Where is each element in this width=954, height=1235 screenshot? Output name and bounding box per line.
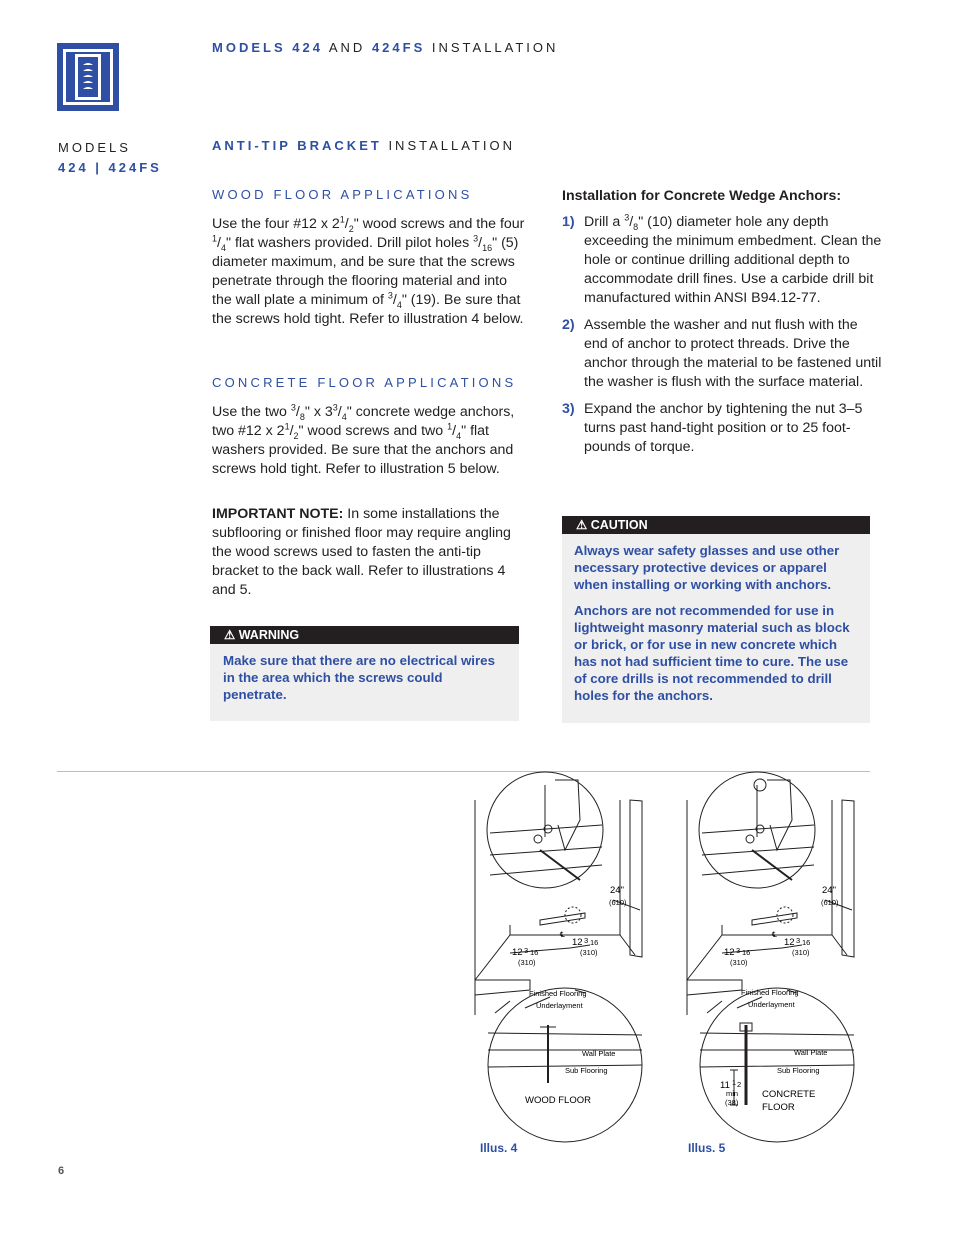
section-title	[212, 138, 515, 153]
wood-paragraph: Use the four #12 x $2^1/_2$" wood screws and the four $^1/_4$" flat washers provided. Drill pilot holes $^3/_{16}$" (5) diameter maximum, and be sure that the screws penetrate through the flooring material and into the wall plate a minimum of $^3/_4$" (19). Be sure that the screws hold tight. Refer to illustration 4 below.	[212, 214, 525, 327]
label-underlayment: Underlayment	[748, 1000, 795, 1009]
list-item: 2) Assemble the washer and nut flush with the end of anchor to protect threads. Drive the anchor through the material to be fastened until the washer is flush with the surface material.	[562, 317, 882, 390]
list-item: 1) Drill a $^3/_8$" (10) diameter hole any depth exceeding the minimum embedment. Clean the hole or continue drilling additional depth to accommodate drill fines. Use a carbide drill bit manufactured within ANSI B94.12-77.	[562, 212, 882, 306]
warning-icon: ⚠	[224, 628, 236, 642]
sidebar-models	[58, 138, 162, 178]
label-floor-type-1: CONCRETE	[762, 1089, 816, 1100]
warning-text: Make sure that there are no electrical wires in the area which the screws could penetrate.	[223, 653, 495, 702]
concrete-paragraph: Use the two $^3/_8$" x $3^3/_4$" concrete wedge anchors, two #12 x $2^1/_2$" wood screws and two $^1/_4$" flat washers provided. Be sure that the anchors and screws hold tight. Refer to illustration 5 below.	[212, 402, 515, 477]
concrete-floor-diagram	[682, 765, 872, 1145]
label-underlayment: Underlayment	[536, 1001, 583, 1010]
dim-12b: 12	[572, 937, 583, 948]
caution-bar	[562, 516, 870, 534]
header-models-label: MODELS	[212, 40, 286, 55]
dim-24: 24"	[822, 885, 836, 896]
dim-24-mm: (610)	[609, 898, 627, 907]
svg-text:1: 1	[732, 1078, 737, 1087]
caution-box	[562, 516, 870, 723]
caution-icon: ⚠	[576, 518, 588, 532]
important-note-label: IMPORTANT NOTE:	[212, 506, 344, 522]
header-installation: INSTALLATION	[431, 40, 559, 55]
dim-12a-mm: (310)	[518, 958, 536, 967]
dim-12a: 12	[512, 947, 523, 958]
caution-text-1: Always wear safety glasses and use other necessary protective devices or apparel when installing or working with anchors.	[574, 543, 840, 592]
svg-text:2: 2	[737, 1080, 742, 1089]
anchors-heading: Installation for Concrete Wedge Anchors:	[562, 188, 842, 204]
section-title-rest: INSTALLATION	[388, 138, 515, 153]
sidebar-models-label: MODELS	[58, 140, 131, 155]
warning-title: WARNING	[238, 628, 300, 642]
illus-5-caption: Illus. 5	[688, 1141, 726, 1155]
svg-text:3: 3	[584, 936, 589, 945]
page-header	[212, 40, 558, 55]
wood-floor-diagram	[470, 765, 660, 1145]
min-mm: (38)	[725, 1098, 739, 1107]
label-finished-flooring: Finished Flooring	[529, 989, 587, 998]
sidebar-models-value: 424 | 424FS	[58, 160, 162, 175]
concrete-heading: CONCRETE FLOOR APPLICATIONS	[212, 375, 517, 390]
illustration-5	[682, 765, 872, 1145]
min-word: min	[726, 1089, 739, 1098]
header-model-b: 424FS	[371, 40, 426, 55]
min-depth: 11	[720, 1080, 730, 1091]
svg-text:16: 16	[802, 938, 811, 947]
label-wall-plate: Wall Plate	[794, 1048, 828, 1057]
section-title-bold: ANTI-TIP BRACKET	[212, 138, 382, 153]
warning-box	[210, 626, 519, 721]
page-number: 6	[58, 1165, 65, 1177]
centerline-mark: ℄	[560, 930, 565, 939]
brand-logo	[57, 43, 119, 111]
warning-bar	[210, 626, 519, 644]
dim-12b: 12	[784, 937, 795, 948]
label-floor-type-2: FLOOR	[762, 1102, 795, 1113]
anchors-steps	[562, 213, 882, 465]
important-note	[212, 505, 530, 600]
label-floor-type: WOOD FLOOR	[525, 1095, 591, 1106]
wood-heading: WOOD FLOOR APPLICATIONS	[212, 187, 473, 202]
dim-12b-mm: (310)	[792, 948, 810, 957]
important-note-text: In some installations the subflooring or finished floor may require angling the wood screws used to fasten the anti-tip bracket to the back wall. Refer to illustrations 4 and 5.	[212, 506, 511, 598]
label-sub-flooring: Sub Flooring	[565, 1066, 608, 1075]
illustration-4	[470, 765, 660, 1145]
caution-text-2: Anchors are not recommended for use in lightweight masonry material such as block or brick, or for use in new concrete which has not had sufficient time to cure. The use of core drills is not recommended to drill holes for the anchors.	[574, 603, 850, 703]
dim-24: 24"	[610, 885, 624, 896]
list-item: 3) Expand the anchor by tightening the nut 3–5 turns past hand-tight position or to 25 foot-pounds of torque.	[562, 401, 863, 455]
label-finished-flooring: Finished Flooring	[741, 988, 799, 997]
label-wall-plate: Wall Plate	[582, 1049, 616, 1058]
label-sub-flooring: Sub Flooring	[777, 1066, 820, 1075]
dim-12a: 12	[724, 947, 735, 958]
refrigerator-icon	[57, 43, 119, 111]
caution-title: CAUTION	[590, 518, 648, 532]
illus-4-caption: Illus. 4	[480, 1141, 518, 1155]
header-and: AND	[328, 40, 366, 55]
dim-12b-mm: (310)	[580, 948, 598, 957]
svg-text:16: 16	[590, 938, 599, 947]
svg-text:16: 16	[530, 948, 539, 957]
dim-12a-mm: (310)	[730, 958, 748, 967]
svg-text:3: 3	[796, 936, 801, 945]
dim-24-mm: (610)	[821, 898, 839, 907]
svg-text:3: 3	[524, 946, 529, 955]
svg-text:3: 3	[736, 946, 741, 955]
svg-text:16: 16	[742, 948, 751, 957]
centerline-mark: ℄	[772, 930, 777, 939]
header-model-a: 424	[292, 40, 323, 55]
